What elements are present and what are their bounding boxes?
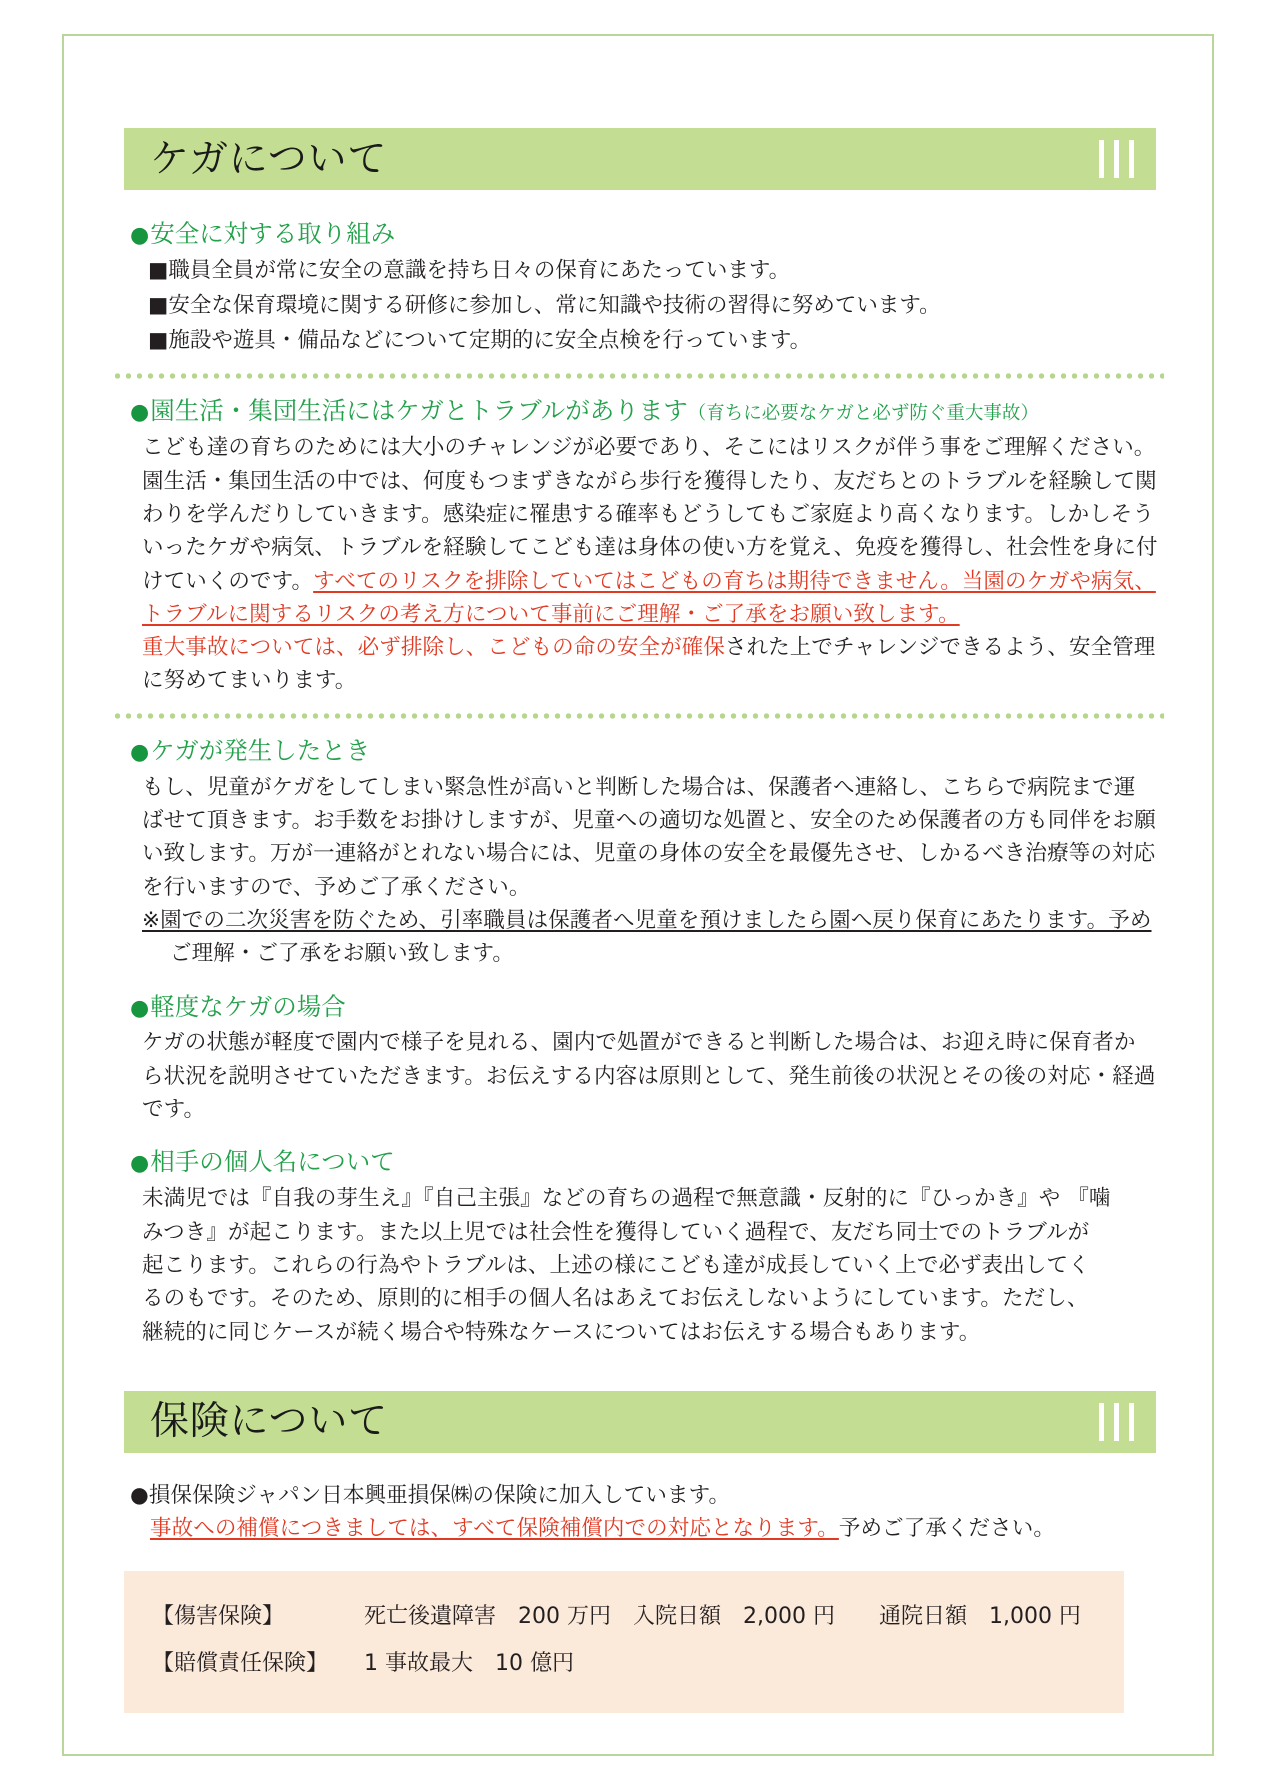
green-bullet-icon: ● bbox=[130, 995, 150, 1021]
block-minor-injury bbox=[112, 989, 1164, 1127]
text-line: みつき』が起こります。また以上児では社会性を獲得していく過程で、友だち同士でのトラブルが bbox=[142, 1219, 1090, 1245]
text-line: もし、児童がケガをしてしまい緊急性が高いと判断した場合は、保護者へ連絡し、こちらで病院まで運 bbox=[142, 774, 1136, 800]
heading-group-life-risks bbox=[130, 393, 1164, 429]
table-row bbox=[124, 1593, 1124, 1640]
paragraph-other-party-name bbox=[112, 1182, 1164, 1349]
dotted-divider-1 bbox=[112, 371, 1164, 381]
block-safety-efforts bbox=[112, 216, 1164, 358]
text-line: わりを学んだりしていきます。感染症に罹患する確率もどうしてもご家庭より高くなります。しかしそう bbox=[142, 501, 1155, 527]
text-segment-red-underline: 事故への補償につきましては、すべて保険補償内での対応となります。 bbox=[150, 1516, 839, 1542]
table-cell-value: 1 事故最大 10 億円 bbox=[364, 1651, 574, 1677]
block-other-party-name bbox=[112, 1144, 1164, 1348]
text-line: 園生活・集団生活の中では、何度もつまずきながら歩行を獲得したり、友だちとのトラブルを経験して関 bbox=[142, 468, 1157, 494]
text-line: を行いますので、予めご了承ください。 bbox=[142, 874, 531, 900]
text-segment-red-underline: すべてのリスクを排除していてはこどもの育ちは期待できません。当園のケガや病気、 bbox=[313, 568, 1156, 594]
list-item: ■安全な保育環境に関する研修に参加し、常に知識や技術の習得に努めています。 bbox=[148, 292, 941, 318]
paragraph-group-life-risks bbox=[112, 431, 1164, 698]
document-content bbox=[112, 128, 1164, 1713]
table-cell-label: 【賠償責任保険】 bbox=[152, 1651, 329, 1677]
text-segment: 予めご了承ください。 bbox=[838, 1516, 1055, 1542]
green-bullet-icon: ● bbox=[130, 739, 150, 765]
text-line: い致します。万が一連絡がとれない場合には、児童の身体の安全を最優先させ、しかるべき治療等の対応 bbox=[142, 841, 1156, 867]
tick-mark-2 bbox=[1114, 1403, 1119, 1441]
tick-mark-3 bbox=[1129, 1403, 1134, 1441]
text-line: ばせて頂きます。お手数をお掛けしますが、児童への適切な処置と、安全のため保護者の方も同伴をお願 bbox=[142, 807, 1156, 833]
heading-text: 相手の個人名について bbox=[150, 1147, 395, 1177]
heading-subtext: （育ちに必要なケガと必ず防ぐ重大事故） bbox=[687, 403, 1039, 425]
text-segment-red: 重大事故については、必ず排除し、こどもの命の安全が確保 bbox=[142, 635, 725, 661]
heading-text: 安全に対する取り組み bbox=[150, 219, 396, 248]
paragraph-minor-injury bbox=[112, 1026, 1164, 1126]
table-cell-label: 【傷害保険】 bbox=[152, 1604, 285, 1630]
heading-text: 園生活・集団生活にはケガとトラブルがあります bbox=[150, 396, 688, 426]
table-row bbox=[124, 1640, 1124, 1687]
block-insurance-intro bbox=[112, 1479, 1164, 1546]
text-line: 未満児では『自我の芽生え』『自己主張』などの育ちの過程で無意識・反射的に『ひっかき』や 『噛 bbox=[142, 1186, 1111, 1212]
heading-when-injury-occurs bbox=[130, 733, 1164, 769]
header-tick-marks-icon bbox=[1099, 140, 1134, 178]
heading-text: ケガが発生したとき bbox=[150, 735, 371, 765]
block-group-life-risks bbox=[112, 393, 1164, 697]
text-line: です。 bbox=[142, 1097, 206, 1123]
green-bullet-icon: ● bbox=[130, 400, 150, 426]
dotted-divider-2 bbox=[112, 711, 1164, 721]
heading-text: 軽度なケガの場合 bbox=[150, 991, 346, 1021]
heading-minor-injury bbox=[130, 989, 1164, 1025]
green-bullet-icon: ● bbox=[130, 223, 150, 248]
text-line: ら状況を説明させていただきます。お伝えする内容は原則として、発生前後の状況とその後の対応・経過 bbox=[142, 1063, 1156, 1089]
text-line: 起こります。これらの行為やトラブルは、上述の様にこども達が成長していく上で必ず表出してく bbox=[142, 1252, 1090, 1278]
text-line: に努めてまいります。 bbox=[142, 668, 357, 694]
insurance-table bbox=[124, 1571, 1124, 1713]
tick-mark-1 bbox=[1099, 1403, 1104, 1441]
table-cell-value: 死亡後遺障害 200 万円 入院日額 2,000 円 通院日額 1,000 円 bbox=[364, 1604, 1081, 1630]
text-line-insurer: ●損保保険ジャパン日本興亜損保㈱の保険に加入しています。 bbox=[130, 1482, 731, 1508]
text-line-red-underline: トラブルに関するリスクの考え方について事前にご理解・ご了承をお願い致します。 bbox=[142, 601, 960, 627]
safety-efforts-list bbox=[112, 254, 1164, 358]
text-line: 継続的に同じケースが続く場合や特殊なケースについてはお伝えする場合もあります。 bbox=[142, 1319, 981, 1345]
list-item: ■職員全員が常に安全の意識を持ち日々の保育にあたっています。 bbox=[148, 257, 791, 283]
tick-mark-2 bbox=[1114, 140, 1119, 178]
block-when-injury-occurs bbox=[112, 733, 1164, 971]
tick-mark-3 bbox=[1129, 140, 1134, 178]
text-line: るのもです。そのため、原則的に相手の個人名はあえてお伝えしないようにしています。ただし、 bbox=[142, 1286, 1089, 1312]
green-bullet-icon: ● bbox=[130, 1151, 150, 1177]
text-line-mixed bbox=[130, 1512, 1164, 1545]
text-line: ケガの状態が軽度で園内で様子を見れる、園内で処置ができると判断した場合は、お迎え時に保育者か bbox=[142, 1030, 1136, 1056]
section-title-insurance: 保険について bbox=[150, 1399, 388, 1445]
text-line: いったケガや病気、トラブルを経験してこども達は身体の使い方を覚え、免疫を獲得し、社会性を身に付 bbox=[142, 535, 1158, 561]
paragraph-insurance-intro bbox=[112, 1479, 1164, 1546]
paragraph-when-injury-occurs bbox=[112, 771, 1164, 971]
header-tick-marks-icon bbox=[1099, 1403, 1134, 1441]
tick-mark-1 bbox=[1099, 140, 1104, 178]
text-line: こども達の育ちのためには大小のチャレンジが必要であり、そこにはリスクが伴う事をご理解ください。 bbox=[142, 435, 1156, 461]
text-line-mixed bbox=[142, 631, 1164, 664]
section-header-insurance bbox=[124, 1391, 1156, 1453]
text-line-mixed bbox=[142, 565, 1164, 598]
text-segment: けていくのです。 bbox=[142, 568, 314, 594]
text-line-indented: ご理解・ご了承をお願い致します。 bbox=[170, 941, 515, 967]
list-item: ■施設や遊具・備品などについて定期的に安全点検を行っています。 bbox=[148, 327, 812, 353]
section-header-injury bbox=[124, 128, 1156, 190]
text-segment: された上でチャレンジできるよう、安全管理 bbox=[724, 635, 1156, 661]
heading-safety-efforts bbox=[130, 216, 1164, 252]
heading-other-party-name bbox=[130, 1144, 1164, 1180]
text-line-underline: ※園での二次災害を防ぐため、引率職員は保護者へ児童を預けましたら園へ戻り保育にあたります。予め bbox=[142, 907, 1152, 933]
section-title-injury: ケガについて bbox=[150, 136, 388, 182]
